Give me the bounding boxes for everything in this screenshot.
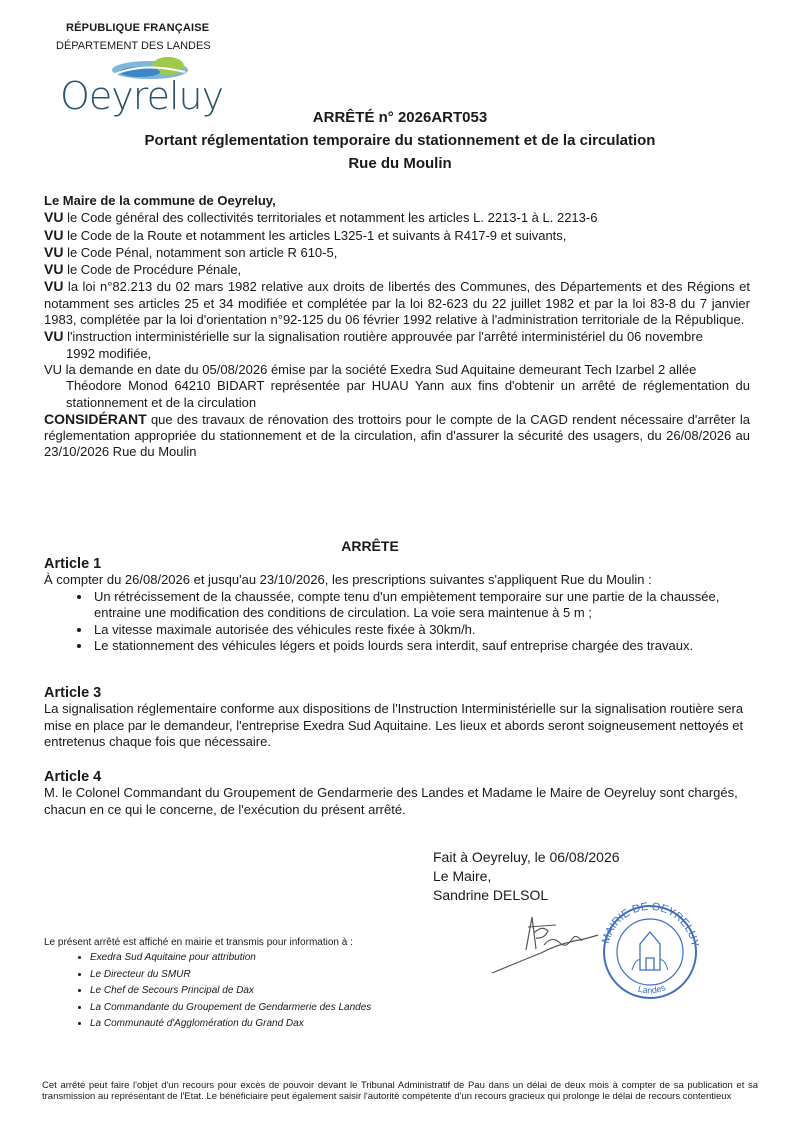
stamp-bottom-text: Landes [636, 982, 668, 996]
vu-item [44, 261, 750, 278]
vu-keyword: VU [44, 209, 64, 226]
vu-item [44, 244, 750, 261]
vu-text: l'instruction interministérielle sur la signalisation routière approuvée par l'arrêté interministériel du 06 novembre [63, 329, 703, 345]
vu-item [44, 209, 750, 226]
signature-block [433, 848, 620, 905]
list-item: • Le Chef de Secours Principal de Dax [90, 983, 371, 1000]
list-item: • La vitesse maximale autorisée des véhicules reste fixée à 30km/h. [92, 622, 750, 639]
church-icon [640, 932, 660, 970]
vu-item [44, 278, 750, 328]
logo-wordmark: Oeyreluy [60, 74, 224, 118]
distribution-intro: Le présent arrêté est affiché en mairie et transmis pour information à : [44, 937, 353, 948]
mairie-stamp [592, 900, 708, 1000]
vu-item [44, 328, 750, 345]
considerant-text: que des travaux de rénovation des trottoirs pour le compte de la CAGD rendent nécessaire d'arrêter la réglementation appropriée du stationnement et de la circulation, afin d'assurer la sécurité des usagers, du 26/08/2026 au 23/10/2026 Rue du Moulin [44, 411, 750, 460]
list-item: • Le Directeur du SMUR [90, 967, 371, 984]
republic-label: RÉPUBLIQUE FRANÇAISE [66, 22, 210, 34]
arrete-heading: ARRÊTE [341, 538, 399, 554]
article-1 [44, 556, 750, 655]
considerant [44, 411, 750, 461]
signatory-role: Le Maire, [433, 868, 492, 884]
decree-subject: Portant réglementation temporaire du stationnement et de la circulation [144, 132, 656, 149]
signatory-name: Sandrine DELSOL [433, 887, 549, 903]
vu-text: le Code général des collectivités territoriales et notamment les articles L. 2213-1 à L. 2213-6 [63, 210, 598, 226]
handwritten-signature [486, 905, 606, 980]
vu-demande-rest: Théodore Monod 64210 BIDART représentée par HUAU Yann aux fins d'obtenir un arrêté de réglementation du stationnement et de la circulation [66, 378, 750, 410]
distribution-list [44, 950, 371, 1033]
vu-keyword: VU [44, 261, 64, 278]
vu-item [44, 227, 750, 244]
list-item: • Le stationnement des véhicules légers et poids lourds sera interdit, sauf entreprise chargée des travaux. [92, 638, 750, 655]
list-item: • La Communauté d'Agglomération du Grand Dax [90, 1016, 371, 1033]
mayor-line: Le Maire de la commune de Oeyreluy, [44, 193, 276, 208]
article-4-title: Article 4 [44, 769, 102, 785]
title-block [90, 106, 710, 175]
article-3-title: Article 3 [44, 685, 102, 701]
article-1-intro: À compter du 26/08/2026 et jusqu'au 23/10/2026, les prescriptions suivantes s'appliquent Rue du Moulin : [44, 572, 652, 587]
stamp-top-text: MAIRIE DE OEYRELUY [599, 900, 701, 949]
place-date: Fait à Oeyreluy, le 06/08/2026 [433, 849, 620, 865]
list-item: • La Commandante du Groupement de Gendarmerie des Landes [90, 1000, 371, 1017]
vu-text: la loi n°82.213 du 02 mars 1982 relative aux droits de libertés des Communes, des Départements et des Régions et notamment ses articles 25 et 34 modifiée et complétée par la loi 82-623 du 22 juillet 1982 et par la loi 83-8 du 7 janvier 1983, complétée par la loi d'orientation n°92-125 du 06 février 1992 relative à l'administration territoriale de la République. [44, 279, 750, 328]
article-1-title: Article 1 [44, 556, 102, 572]
preamble [44, 193, 750, 461]
article-3-text: La signalisation réglementaire conforme aux dispositions de l'Instruction Interministérielle sur la signalisation routière sera mise en place par le demandeur, l'entreprise Exedra Sud Aquitaine. Les lieux et abords seront soigneusement nettoyés et entretenus chaque fois que nécessaire. [44, 701, 744, 749]
article-4 [44, 769, 750, 818]
vu-keyword: VU [44, 328, 64, 345]
decree-street: Rue du Moulin [348, 155, 452, 172]
department-label: DÉPARTEMENT DES LANDES [56, 40, 211, 52]
vu-keyword: VU [44, 226, 64, 243]
considerant-keyword: CONSIDÉRANT [44, 410, 147, 427]
vu-text: le Code de la Route et notamment les articles L325-1 et suivants à R417-9 et suivants, [63, 227, 567, 243]
vu-text: le Code Pénal, notamment son article R 610-5, [63, 244, 338, 260]
article-1-list [44, 589, 750, 655]
article-3 [44, 685, 750, 751]
list-item: • Un rétrécissement de la chaussée, compte tenu d'un empiètement temporaire sur une partie de la chaussée, entraine une modification des conditions de circulation. La voie sera maintenue à 5 m ; [92, 589, 750, 622]
article-4-text: M. le Colonel Commandant du Groupement de Gendarmerie des Landes et Madame le Maire de Oeyreluy sont chargés, chacun en ce qui le concerne, de l'exécution du présent arrêté. [44, 785, 738, 817]
vu-demande-first: VU la demande en date du 05/08/2026 émise par la société Exedra Sud Aquitaine demeurant Tech Izarbel 2 allée [44, 361, 697, 377]
decree-number: ARRÊTÉ n° 2026ART053 [312, 109, 488, 126]
list-item: • Exedra Sud Aquitaine pour attribution [90, 950, 371, 967]
vu-keyword: VU [44, 243, 64, 260]
vu-keyword: VU [44, 278, 64, 295]
vu-text: le Code de Procédure Pénale, [63, 262, 242, 278]
legal-footer: Cet arrêté peut faire l'objet d'un recours pour excès de pouvoir devant le Tribunal Administratif de Pau dans un délai de deux mois à compter de sa publication et sa transmission au représentant de l'Etat. Le bénéficiaire peut également saisir l'autorité compétente d'un recours gracieux qui prolonge le délai de recours contentieux [42, 1080, 758, 1102]
vu-item-continuation: 1992 modifiée, [66, 345, 152, 361]
